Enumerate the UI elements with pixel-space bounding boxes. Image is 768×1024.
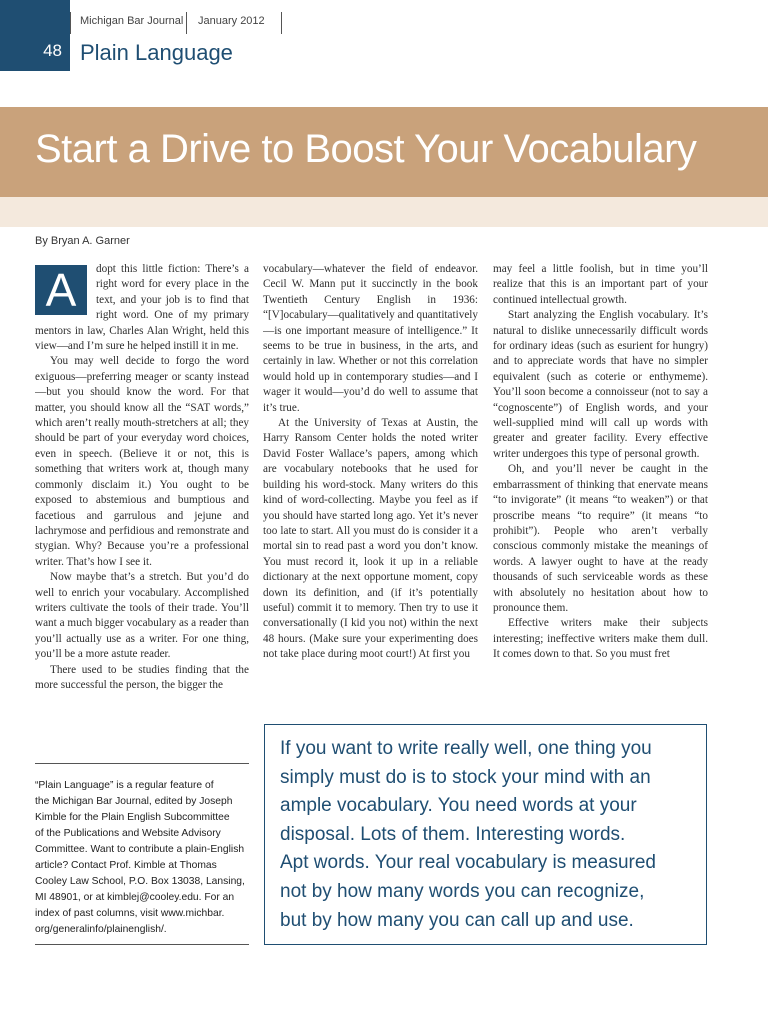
issue-date: January 2012 <box>198 15 265 27</box>
pull-quote-line: If you want to write really well, one thing you <box>280 738 652 759</box>
byline: By Bryan A. Garner <box>35 235 130 247</box>
note-line: MI 48901, or at kimblej@cooley.edu. For an <box>35 892 235 903</box>
paragraph: At the University of Texas at Austin, the Harry Ransom Center holds the noted writer David Foster Wallace’s papers, among which are vocabulary notebooks that he used for building his word-stock. Many writers do this kind of word-collecting. Maybe you feel as if you should have started long ago. Yet it’s never too late to start. All you must do is consider it a mortal sin to read past a word you don’t know. You must record it, look it up in a reliable dictionary at the next opportune moment, copy down its definition, and (if it’s potentially useful) commit it to memory. Then try to use it conversationally (I kid you not) within the next 48 hours. (Make sure your experimenting does not take place during moot court!) At first you <box>263 417 478 661</box>
page-number: 48 <box>43 41 62 60</box>
pull-quote-line: Apt words. Your real vocabulary is measured <box>280 852 656 874</box>
paragraph: There used to be studies finding that the more successful the person, the bigger the <box>35 663 249 691</box>
paragraph: Effective writers make their subjects interesting; ineffective writers make them dull. It comes down to that. So you must fret <box>493 617 708 661</box>
paragraph: dopt this little fiction: There’s a right word for every place in the text, and your job is to find that right word. One of my primary mentors in law, Charles Alan Wright, held this view—and I’m sure he helped instill it in me. <box>35 263 249 353</box>
pull-quote <box>264 724 707 945</box>
note-line: of the Publications and Website Advisory <box>35 828 221 839</box>
header-divider <box>186 12 187 34</box>
header-divider <box>70 12 71 34</box>
paragraph: may feel a little foolish, but in time you’ll realize that this is an important part of your continued intellectual growth. <box>493 263 708 306</box>
pull-quote-line: disposal. Lots of them. Interesting words. <box>280 823 626 845</box>
header-divider <box>281 12 282 34</box>
note-line: Cooley Law School, P.O. Box 13038, Lansing, <box>35 876 245 887</box>
pull-quote-line: ample vocabulary. You need words at your <box>280 795 637 817</box>
note-line: org/generalinfo/plainenglish/. <box>35 924 167 935</box>
note-line: article? Contact Prof. Kimble at Thomas <box>35 860 217 871</box>
note-line: Kimble for the Plain English Subcommittee <box>35 812 230 823</box>
section-title: Plain Language <box>80 40 233 65</box>
editor-note <box>35 778 249 938</box>
paragraph: Oh, and you’ll never be caught in the embarrassment of thinking that enervate means “to invigorate” (it means “to weaken”) or that proscribe means “to require” (it means “to prohibit”). People who aren’t verbally conscious commonly mistake the meanings of words. A lawyer ought to have at the ready thousands of such serviceable words as these with absolutely no hesitation about how to pronounce them. <box>493 463 708 614</box>
pull-quote-line: not by how many words you can recognize, <box>280 880 645 902</box>
note-line: index of past columns, visit www.michbar. <box>35 908 225 919</box>
drop-cap: A <box>35 265 87 315</box>
note-bottom-rule <box>35 944 249 945</box>
journal-name: Michigan Bar Journal <box>80 15 184 27</box>
pull-quote-line: but by how many you can call up and use. <box>280 909 634 931</box>
title-sub-band <box>0 197 768 227</box>
paragraph: You may well decide to forgo the word exiguous—preferring meager or scanty instead—but you should know the word. For that matter, you should know all the “SAT words,” which aren’t really mouth-stretchers at all; they should be part of your everyday word choices, even in speech. (Believe it or not, this is something that writers work at, though many commonly disclaim it.) You ought to be exposed to abstemious and bumptious and facetious and garrulous and jejune and lachrymose and perfidious and remonstrate and stygian. Why? Because you’re a professional writer. That’s how I see it. <box>35 355 249 568</box>
article-title: Start a Drive to Boost Your Vocabulary <box>35 127 697 171</box>
note-line: Committee. Want to contribute a plain-English <box>35 844 245 855</box>
paragraph: vocabulary—whatever the field of endeavor. Cecil W. Mann put it succinctly in the book Twentieth Century English in 1936: “[V]ocabulary—qualitatively and quantitatively—is one important measure of intelligence.” It seems to be true in business, in the arts, and certainly in law. Whether or not this correlation would hold up in contemporary studies—and I wager it would—you’d do well to assume that it’s true. <box>263 263 478 414</box>
column-1 <box>35 262 249 750</box>
note-line: “Plain Language” is a regular feature of <box>35 780 214 791</box>
note-top-rule <box>35 763 249 764</box>
column-3 <box>493 262 708 682</box>
note-line: the Michigan Bar Journal, edited by Joseph <box>35 796 233 807</box>
pull-quote-line: simply must do is to stock your mind with an <box>280 766 651 788</box>
paragraph: Now maybe that’s a stretch. But you’d do well to enrich your vocabulary. Accomplished writers cultivate the tools of their trade. You’ll want a much bigger vocabulary as a reader than you’ll actually use as a writer. For one thing, you’ll be a more astute reader. <box>35 571 249 661</box>
paragraph: Start analyzing the English vocabulary. It’s natural to dislike unnecessarily difficult words for ordinary ideas (such as esurient for hungry) and to appreciate words that have no simpler equivalent (such as coterie or enthymeme). You’ll soon become a connoisseur (not to say a “cognoscente”) of English words, and your well-supplied mind will call up words with greater and greater facility. Every effective writer undergoes this type of personal growth. <box>493 309 708 460</box>
column-2 <box>263 262 478 682</box>
